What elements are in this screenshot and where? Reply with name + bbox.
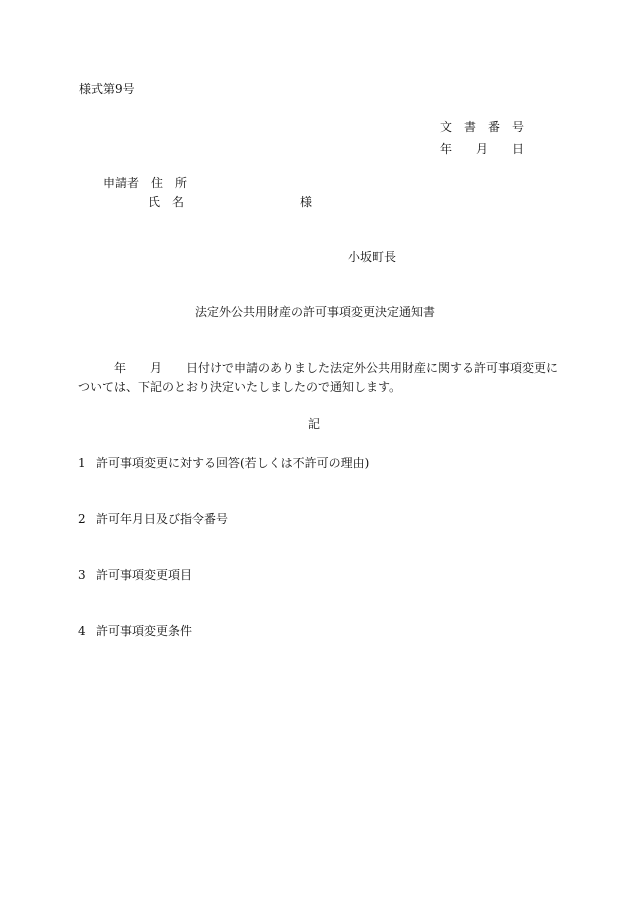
document-title: 法定外公共用財産の許可事項変更決定通知書 <box>195 305 436 319</box>
body-line-2: ついては、下記のとおり決定いたしましたので通知します。 <box>78 380 402 395</box>
list-item <box>78 622 192 641</box>
body-text <box>78 359 559 397</box>
form-number: 様式第9号 <box>79 82 135 96</box>
document-meta <box>440 118 524 162</box>
applicant-address-label: 申請者 住 所 <box>103 176 188 190</box>
body-line-1: 年 月 日付けで申請のありました法定外公共用財産に関する許可事項変更に <box>78 361 559 375</box>
item-number: 3 <box>78 568 86 582</box>
list-item <box>78 566 192 585</box>
item-text: 許可事項変更項目 <box>96 568 193 582</box>
item-text: 許可年月日及び指令番号 <box>96 512 229 526</box>
item-number: 2 <box>78 512 86 526</box>
list-item <box>78 510 228 529</box>
applicant-name-label: 氏 名 <box>148 195 185 209</box>
issuer-name: 小坂町長 <box>348 250 397 264</box>
item-number: 1 <box>78 456 86 470</box>
document-number-label: 文 書 番 号 <box>440 120 525 134</box>
list-item <box>78 454 369 473</box>
honorific: 様 <box>300 195 313 209</box>
item-text: 許可事項変更条件 <box>96 624 193 638</box>
ki-heading: 記 <box>308 417 321 431</box>
document-date-label: 年 月 日 <box>440 142 525 156</box>
item-text: 許可事項変更に対する回答(若しくは不許可の理由) <box>96 456 370 470</box>
item-number: 4 <box>78 624 86 638</box>
